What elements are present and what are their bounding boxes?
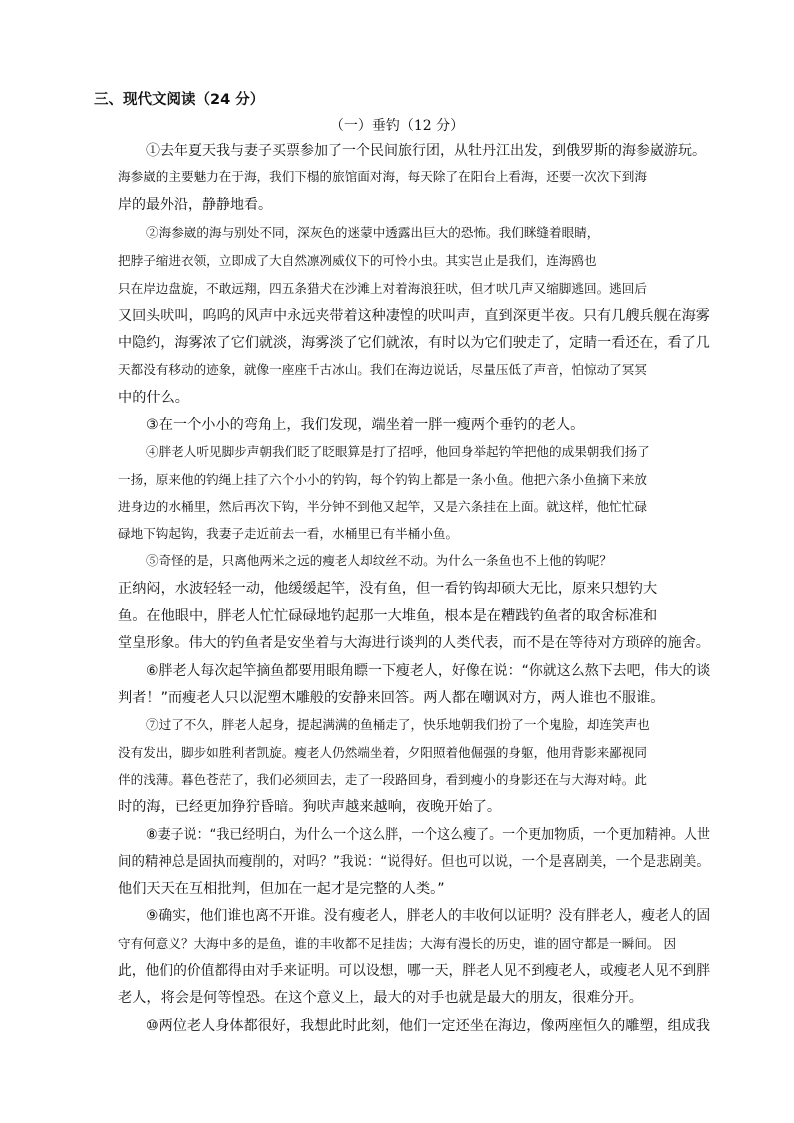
paragraph-line: 此，他们的价值都得由对手来证明。可以设想，哪一天，胖老人见不到瘦老人，或瘦老人见不到胖 [118, 963, 711, 979]
paragraph-line: 守有何意义？大海中多的是鱼，谁的丰收都不足挂齿；大海有漫长的历史，谁的固守都是一瞬间。 因 [118, 936, 677, 951]
paragraph-line: 岸的最外沿，静静地看。 [118, 197, 272, 213]
paragraph-line: 进身边的水桶里，然后再次下钩，半分钟不到他又起竿，又是六条挂在上面。就这样，他忙忙碌 [118, 499, 647, 514]
paragraph-line: ④胖老人听见脚步声朝我们眨了眨眼算是打了招呼，他回身举起钓竿把他的成果朝我们扬了 [146, 444, 650, 459]
paragraph-line: ②海参崴的海与别处不同，深灰色的迷蒙中透露出巨大的恐怖。我们眯缝着眼睛， [146, 225, 600, 240]
paragraph-line: ⑨确实，他们谁也离不开谁。没有瘦老人，胖老人的丰收何以证明？没有胖老人，瘦老人的固 [146, 908, 711, 924]
paragraph-line: 时的海，已经更加狰狞昏暗。狗吠声越来越响，夜晚开始了。 [118, 799, 502, 815]
paragraph-line: ⑥胖老人每次起竿摘鱼都要用眼角瞟一下瘦老人，好像在说：“你就这么熬下去吧，伟大的谈 [146, 663, 711, 679]
paragraph-line: 堂皇形象。伟大的钓鱼者是安坐着与大海进行谈判的人类代表，而不是在等待对方琐碎的施舍。 [118, 635, 710, 651]
paragraph-line: 老人，将会是何等惶恐。在这个意义上，最大的对手也就是最大的朋友，很难分开。 [118, 990, 643, 1006]
paragraph-line: ⑧妻子说：“我已经明白，为什么一个这么胖，一个这么瘦了。一个更加物质，一个更加精神。人世 [146, 827, 710, 843]
paragraph-line: ①去年夏天我与妻子买票参加了一个民间旅行团，从牡丹江出发，到俄罗斯的海参崴游玩。 [146, 143, 706, 159]
paragraph-line: 没有发出，脚步如胜利者凯旋。瘦老人仍然端坐着，夕阳照着他倔强的身躯，他用背影来鄙视同 [118, 745, 647, 760]
paragraph-line: ⑤奇怪的是，只离他两米之远的瘦老人却纹丝不动。为什么一条鱼也不上他的钩呢？ [146, 553, 612, 568]
paragraph-line: 正纳闷，水波轻轻一动，他缓缓起竿，没有鱼，但一看钓钩却硕大无比，原来只想钓大 [118, 581, 658, 597]
paragraph-line: 伴的浅薄。暮色苍茫了，我们必须回去，走了一段路回身，看到瘦小的身影还在与大海对峙。此 [118, 772, 647, 787]
article-title: （一）垂钓（12 分） [329, 118, 465, 134]
paragraph-line: 碌地下钩起钩，我妻子走近前去一看，水桶里已有半桶小鱼。 [118, 526, 459, 541]
paragraph-line: 海参崴的主要魅力在于海，我们下榻的旅馆面对海，每天除了在阳台上看海，还要一次次下到海 [118, 169, 647, 184]
paragraph-line: 中的什么。 [118, 390, 189, 406]
paragraph-line: 又回头吠叫，呜呜的风声中永远夹带着这种凄惶的吠叫声，直到深更半夜。只有几艘兵舰在海雾 [118, 308, 710, 324]
paragraph-line: 中隐约，海雾浓了它们就淡，海雾淡了它们就浓，有时以为它们驶走了，定睛一看还在，看了几 [118, 335, 710, 351]
paragraph-line: ⑦过了不久，胖老人起身，提起满满的鱼桶走了，快乐地朝我们扮了一个鬼脸，却连笑声也 [146, 717, 650, 732]
paragraph-line: 间的精神总是固执而瘦削的，对吗？”我说：“说得好。但也可以说，一个是喜剧美，一个是悲剧美。 [118, 854, 710, 870]
paragraph-line: 一扬，原来他的钓绳上挂了六个小小的钓钩，每个钓钩上都是一条小鱼。他把六条小鱼摘下来放 [118, 472, 647, 487]
paragraph-line: ⑩两位老人身体都很好，我想此时此刻，他们一定还坐在海边，像两座恒久的雕塑，组成我 [146, 1018, 711, 1034]
section-heading: 三、现代文阅读（24 分） [94, 92, 265, 108]
paragraph-line: ③在一个小小的弯角上，我们发现，端坐着一胖一瘦两个垂钓的老人。 [146, 417, 585, 433]
paragraph-line: 天都没有移动的迹象，就像一座座千古冰山。我们在海边说话，尽量压低了声音，怕惊动了冥冥 [118, 362, 647, 377]
paragraph-line: 鱼。在他眼中，胖老人忙忙碌碌地钓起那一大堆鱼，根本是在糟践钓鱼者的取舍标准和 [118, 608, 658, 624]
paragraph-line: 判者！”而瘦老人只以泥塑木雕般的安静来回答。两人都在嘲讽对方，两人谁也不服谁。 [118, 690, 665, 706]
paragraph-line: 只在岸边盘旋，不敢远翔，四五条猎犬在沙滩上对着海浪狂吠，但才吠几声又缩脚逃回。逃回后 [118, 281, 647, 296]
paragraph-line: 把脖子缩进衣领，立即成了大自然凛冽威仪下的可怜小虫。其实岂止是我们，连海鸥也 [118, 253, 597, 268]
paragraph-line: 他们天天在互相批判，但加在一起才是完整的人类。” [118, 881, 445, 897]
